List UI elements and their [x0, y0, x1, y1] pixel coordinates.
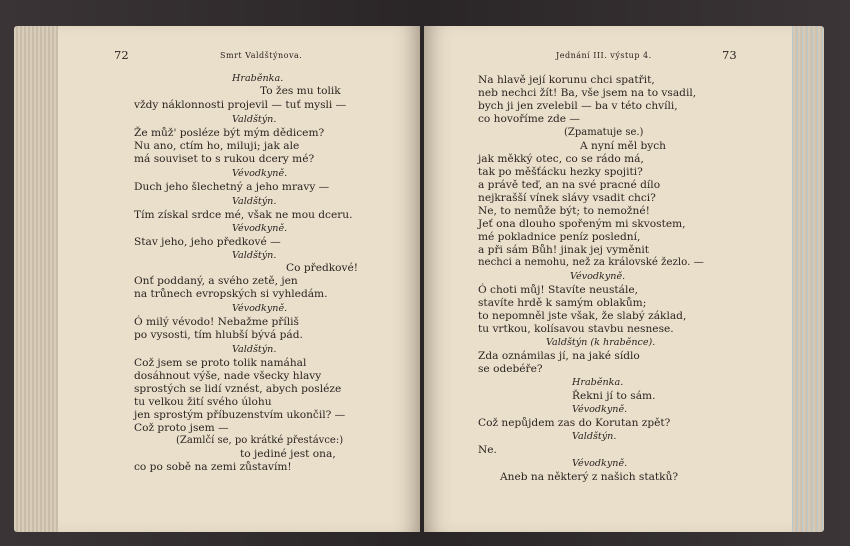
- verse-line: Zda oznámilas jí, na jaké sídlo: [478, 350, 640, 362]
- running-head: Smrt Valdštýnova.: [220, 51, 303, 60]
- verse-line: Na hlavě její korunu chci spatřit,: [478, 74, 655, 86]
- right-page-edges: [790, 26, 824, 532]
- left-page-edges: [14, 26, 62, 532]
- verse-line: jak měkký otec, co se rádo má,: [478, 153, 644, 165]
- speaker-name: Vévodkyně.: [572, 458, 628, 469]
- verse-line: neb nechci žít! Ba, vše jsem na to vsadil,: [478, 87, 697, 99]
- verse-line: Duch jeho šlechetný a jeho mravy —: [134, 181, 330, 193]
- speaker-name: Valdštýn.: [572, 431, 617, 442]
- verse-line: vždy náklonnosti projevil — tuť mysli —: [134, 99, 347, 111]
- verse-line: Ne.: [478, 444, 497, 456]
- verse-line: Tím získal srdce mé, však ne mou dceru.: [134, 209, 353, 221]
- verse-line: Což nepůjdem zas do Korutan zpět?: [478, 417, 671, 429]
- verse-line: nechci a nemohu, než za královské žezlo. —: [478, 257, 704, 268]
- verse-line: a právě teď, an na své pracné dílo: [478, 179, 661, 191]
- verse-line: to nepomněl jste však, že slabý základ,: [478, 310, 687, 322]
- speaker-name: Valdštýn.: [232, 114, 277, 125]
- verse-line: Což jsem se proto tolik namáhal: [134, 357, 307, 369]
- verse-line: dosáhnout výše, nade všecky hlavy: [134, 370, 322, 382]
- verse-line: má souviset to s rukou dcery mé?: [134, 153, 315, 165]
- verse-line: nejkrašší vínek slávy vsadit chci?: [478, 192, 656, 204]
- verse-line: a při sám Bůh! jinak jej vyměnit: [478, 244, 650, 256]
- speaker-name: Vévodkyně.: [570, 271, 626, 282]
- verse-line: co hovoříme zde —: [478, 113, 580, 125]
- speaker-name: Vévodkyně.: [232, 168, 288, 179]
- verse-line: Stav jeho, jeho předkové —: [134, 236, 281, 248]
- verse-line: Aneb na některý z našich statků?: [500, 471, 679, 483]
- verse-line: A nyní měl bych: [580, 140, 666, 152]
- verse-line: Ó milý vévodo! Nebažme příliš: [134, 316, 299, 328]
- page-number: 73: [722, 48, 737, 62]
- speaker-name: Vévodkyně.: [232, 303, 288, 314]
- stage-direction: (Zpamatuje se.): [564, 127, 644, 138]
- page-number: 72: [114, 48, 129, 62]
- speaker-name: Vévodkyně.: [232, 223, 288, 234]
- verse-line: se odebéře?: [478, 363, 543, 375]
- verse-line: stavíte hrdě k samým oblakům;: [478, 297, 647, 309]
- verse-line: Nu ano, ctím ho, miluji; jak ale: [134, 140, 300, 152]
- verse-line: jen sprostým příbuzenstvím ukončil? —: [134, 409, 346, 421]
- speaker-name: Hraběnka.: [572, 377, 624, 388]
- verse-line: tu vrtkou, kolísavou stavbu nesnese.: [478, 323, 674, 335]
- speaker-name: Hraběnka.: [232, 73, 284, 84]
- verse-line: po vysosti, tím hlubší bývá pád.: [134, 329, 303, 341]
- speaker-name: Valdštýn.: [232, 196, 277, 207]
- speaker-name: Vévodkyně.: [572, 404, 628, 415]
- verse-line: sprostých se lidí vznést, abych posléze: [134, 383, 342, 395]
- right-page: [424, 26, 792, 532]
- verse-line: Jeť ona dlouho spořeným mi skvostem,: [478, 218, 686, 230]
- left-page: [58, 26, 420, 532]
- verse-line: to jediné jest ona,: [240, 448, 336, 460]
- verse-line: bych ji jen zvelebil — ba v této chvíli,: [478, 100, 678, 112]
- speaker-name: Valdštýn.: [232, 344, 277, 355]
- verse-line: tak po měšťácku hezky spojiti?: [478, 166, 643, 178]
- verse-line: To žes mu tolik: [260, 85, 341, 97]
- verse-line: Řekni jí to sám.: [572, 390, 656, 402]
- running-head: Jednání III. výstup 4.: [556, 51, 652, 60]
- verse-line: Ne, to nemůže být; to nemožné!: [478, 205, 650, 217]
- verse-line: Ó choti můj! Stavíte neustále,: [478, 284, 639, 296]
- speaker-name: Valdštýn.: [232, 250, 277, 261]
- verse-line: Že můž' posléze být mým dědicem?: [134, 127, 325, 139]
- verse-line: tu velkou žití svého úlohu: [134, 396, 272, 408]
- verse-line: na trůnech evropských si vyhledám.: [134, 288, 328, 300]
- verse-line: co po sobě na zemi zůstavím!: [134, 461, 292, 473]
- verse-line: Co předkové!: [286, 262, 359, 274]
- stage-direction: (Zamlčí se, po krátké přestávce:): [176, 435, 344, 446]
- verse-line: Onť poddaný, a svého zetě, jen: [134, 275, 298, 287]
- verse-line: Což proto jsem —: [134, 422, 229, 434]
- speaker-name: Valdštýn (k hraběnce).: [546, 337, 656, 348]
- verse-line: mé pokladnice peníz poslední,: [478, 231, 641, 243]
